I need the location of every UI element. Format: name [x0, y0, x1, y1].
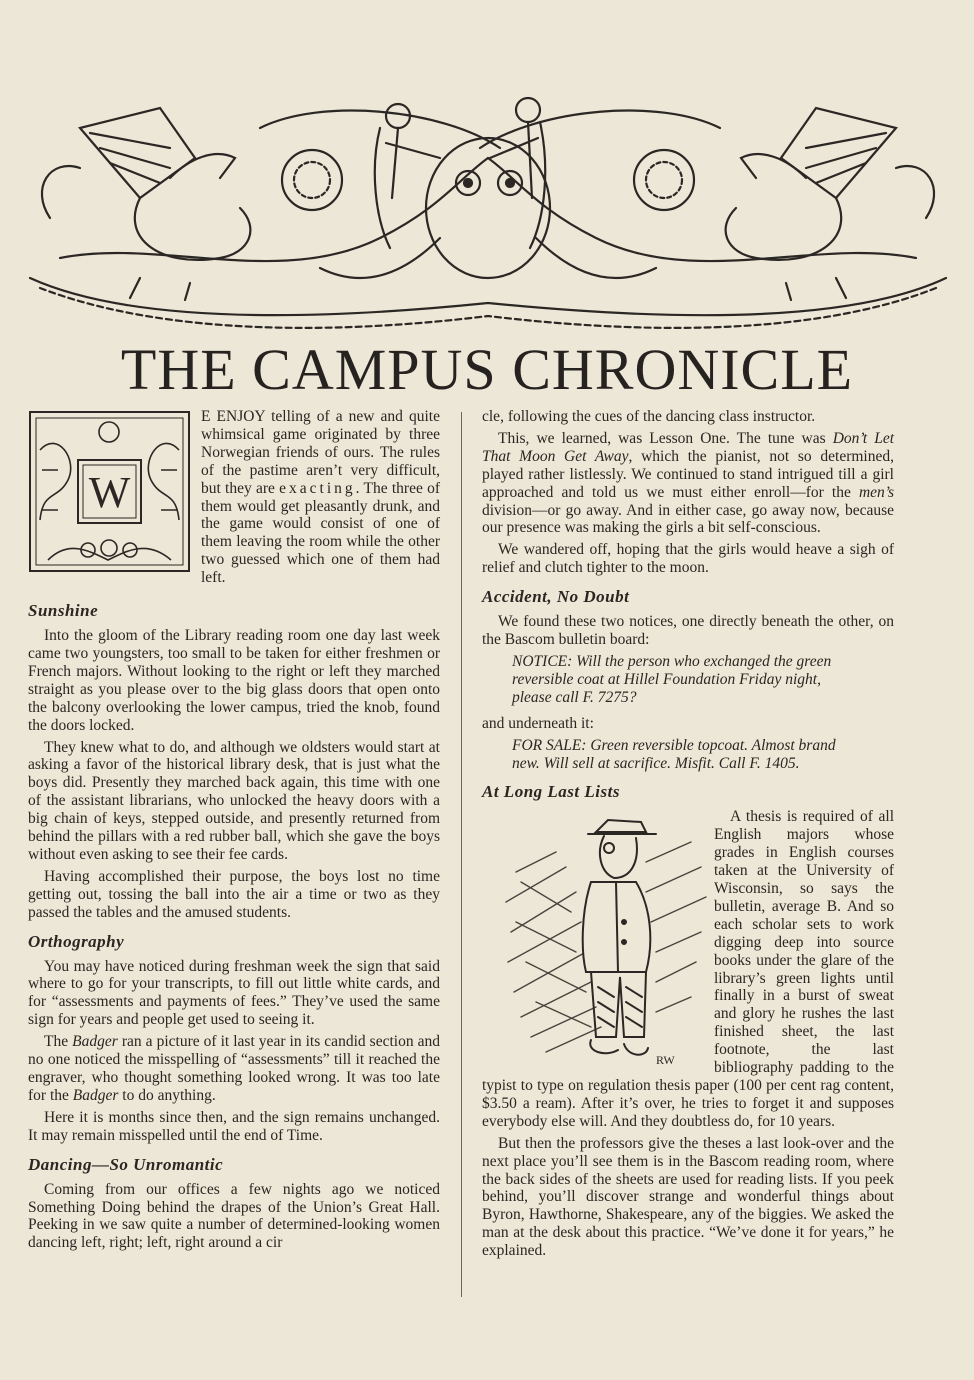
column-divider — [461, 412, 462, 1297]
masthead-title: THE CAMPUS CHRONICLE — [120, 337, 854, 402]
lists-p2: But then the professors give the theses a last look-over and the next place you’ll see them is in the Bascom reading room, where the back sides of the sheets are used for reading lists. If you peek behind, you’ll discover strange and wonderful things about Byron, Hawthorne, Shakespeare, any of the biggies. We asked the man at the desk about this practice. “We’ve done it for years,” he explained. — [482, 1134, 894, 1260]
song-title: Don’t Let That Moon Get Away — [482, 429, 895, 465]
sunshine-p2: They knew what to do, and although we oldsters would start at asking a favor of the historical library desk, that is just what the boys did. Presently they marched back again, this time with one of the assistant librarians, who unlocked the heavy doors with a big chain of keys, stepped outside, and presently returned from behind the pillars with a red rubber ball, which she gave the boys without even asking to see their fee cards. — [28, 738, 440, 863]
orthography-p2 — [28, 1033, 440, 1105]
notice-2: FOR SALE: Green reversible topcoat. Almost brand new. Will sell at sacrifice. Misfit. Call F. 1405. — [512, 736, 836, 772]
scholar-illustration — [480, 812, 708, 1074]
dropcap-letter: W — [88, 468, 131, 517]
dancing-p2 — [482, 430, 894, 537]
dancing-p3: We wandered off, hoping that the girls would heave a sigh of relief and clutch tighter to the moon. — [482, 541, 894, 577]
dancing-p1: Coming from our offices a few nights ago we noticed Something Doing behind the drapes of the Union’s Great Hall. Peeking in we saw quite a number of determined-looking women dancing left, right; left, right around a cir — [28, 1180, 440, 1252]
orthography-p2-b: ran a picture of it last year in its candid section and no one noticed the misspelling of “assessments” till it reached the engraver, who thought something looked wrong. It was too late for the — [28, 1033, 440, 1104]
badger-title-2: Badger — [72, 1086, 119, 1104]
accident-between: and underneath it: — [482, 714, 594, 732]
artist-initials: RW — [656, 1053, 675, 1068]
notice-1: NOTICE: Will the person who exchanged the green reversible coat at Hillel Foundation Friday night, please call F. 7275? — [512, 652, 832, 706]
heading-orthography: Orthography — [28, 931, 125, 951]
left-column — [28, 408, 440, 1256]
lists-p1-text: A thesis is required of all English majors whose grades in English courses taken at the University of Wisconsin, so says the bulletin, average B. And so each scholar sets to work digging deep into source books under the glare of the library’s green lights until finally in a burst of sweat and glory he rushes the last finished sheet, the last footnote, the last bibliography padding to the typist to type on regulation thesis paper (100 per cent rag content, $3.50 a ream). After it’s over, he tries to forget it and supposes everybody else will. And they doubtless do, for 10 years. — [482, 808, 894, 1130]
sunshine-p1: Into the gloom of the Library reading room one day last week came two youngsters, too small to be taken for either freshmen or French majors. Without looking to the right or left they marched straight as you please over to the big glass doors that open onto the balcony overlooking the lower campus, tried the knob, found the doors locked. — [28, 627, 440, 734]
right-column — [482, 408, 894, 1264]
orthography-p1: You may have noticed during freshman week the sign that said where to go for your transcripts, to fill out little white cards, and for “assessments and payments of fees.” They’ve used the same sign for years and people get used to seeing it. — [28, 957, 440, 1029]
heading-accident: Accident, No Doubt — [482, 587, 630, 607]
badger-title: Badger — [72, 1033, 118, 1051]
dancing-p1-continued: cle, following the cues of the dancing class instructor. — [482, 408, 816, 425]
sunshine-p3: Having accomplished their purpose, the boys lost no time getting out, tossing the ball into the air a time or two as they passed the tables and the amused students. — [28, 867, 440, 921]
dancing-p2-a: This, we learned, was Lesson One. The tune was — [498, 429, 833, 447]
orthography-p3: Here it is months since then, and the sign remains unchanged. It may remain misspelled until the end of Time. — [28, 1108, 440, 1144]
intro-text: E ENJOY telling of a new and quite whimsical game originated by three Norwegian friends of ours. The rules of the pastime aren’t very difficult, but they are — [201, 408, 440, 497]
heading-dancing: Dancing—So Unromantic — [28, 1154, 224, 1174]
dancing-p2-c: division—or go away. And in either case, go away now, because our presence was making the girls a bit self-conscious. — [482, 501, 894, 537]
dancing-p2-b: , which the pianist, not so determined, played rather listlessly. We continued to stand intrigued till a girl approached and told us we must either enroll—for the — [482, 447, 894, 501]
intro-text-end: . The three of them would get pleasantly drunk, and the game would consist of one of them leaving the room while the other two guessed which one of them had left. — [201, 479, 440, 587]
orthography-p2-c: to do anything. — [118, 1086, 216, 1104]
heading-lists: At Long Last Lists — [482, 782, 620, 802]
accident-p1: We found these two notices, one directly beneath the other, on the Bascom bulletin board: — [482, 613, 894, 649]
intro-spaced-word: exacting — [279, 479, 356, 497]
dragon-octopus-banner-illustration — [20, 88, 956, 340]
ornamental-dropcap — [28, 410, 191, 573]
heading-sunshine: Sunshine — [28, 601, 99, 621]
lists-p1-start — [482, 808, 894, 1130]
orthography-p2-a: The — [44, 1033, 73, 1051]
mens-word: men’s — [858, 483, 894, 501]
